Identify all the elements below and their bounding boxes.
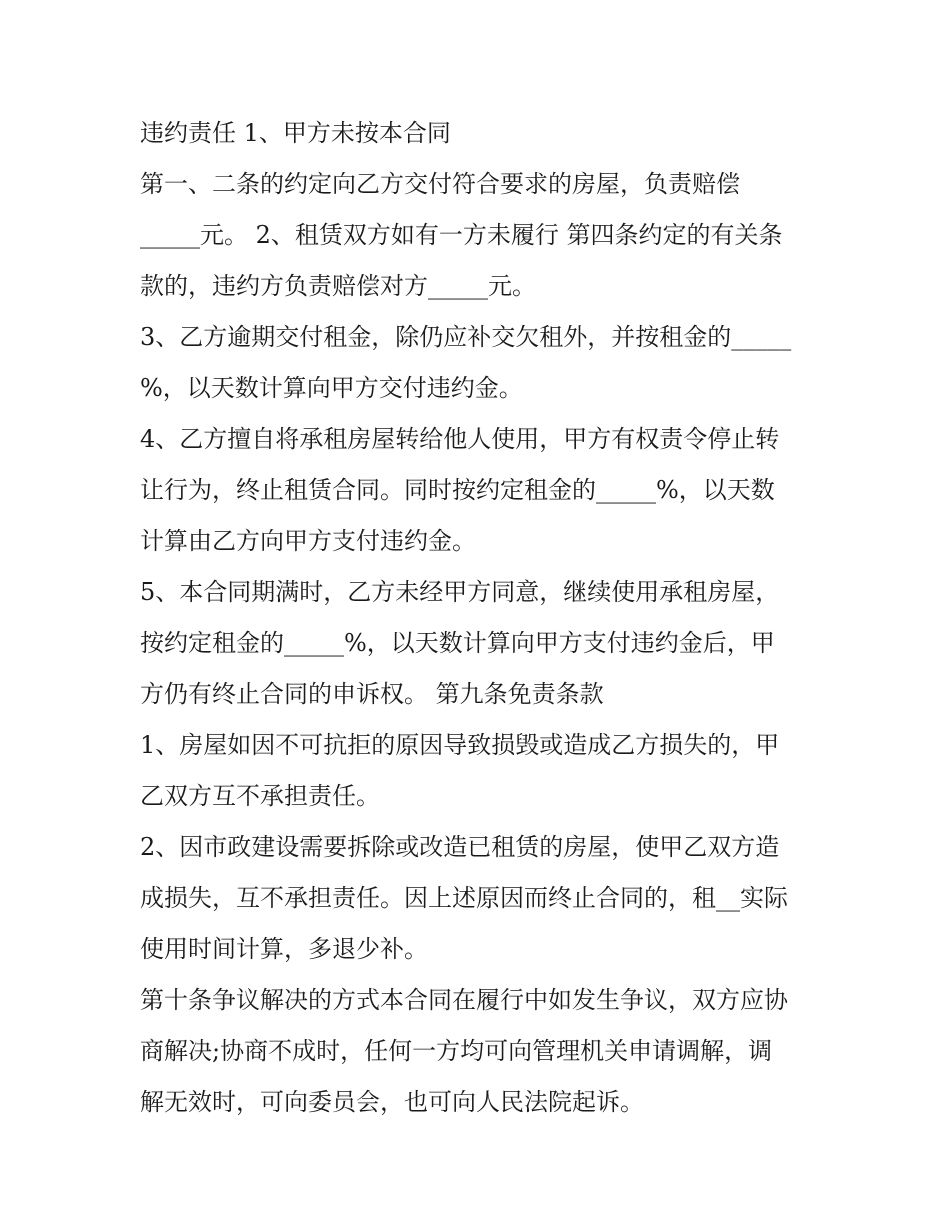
text-line: 方仍有终止合同的申诉权。 第九条免责条款 [140,680,604,708]
text-line: 1、房屋如因不可抗拒的原因导致损毁或造成乙方损失的，甲 [140,731,780,759]
text-line: 款的，违约方负责赔偿对方_____元。 [140,272,536,300]
text-line: %，以天数计算向甲方交付违约金。 [140,374,523,402]
text-line: 解无效时，可向委员会，也可向人民法院起诉。 [140,1088,644,1116]
text-line: 乙双方互不承担责任。 [140,782,380,810]
text-line: 按约定租金的_____%，以天数计算向甲方支付违约金后，甲 [140,629,775,657]
text-line: 成损失，互不承担责任。因上述原因而终止合同的，租__实际 [140,884,788,912]
text-line: 违约责任 1、甲方未按本合同 [140,119,451,147]
text-line: 商解决;协商不成时，任何一方均可向管理机关申请调解，调 [140,1037,773,1065]
text-line: 让行为，终止租赁合同。同时按约定租金的_____%，以天数 [140,476,775,504]
text-line: 第一、二条的约定向乙方交付符合要求的房屋，负责赔偿 [140,170,740,198]
text-line: 第十条争议解决的方式本合同在履行中如发生争议，双方应协 [140,986,788,1014]
text-line: 计算由乙方向甲方支付违约金。 [140,527,476,555]
text-line: _____元。 2、租赁双方如有一方未履行 第四条约定的有关条 [140,221,783,249]
contract-text [140,108,820,1128]
text-line: 4、乙方擅自将承租房屋转给他人使用，甲方有权责令停止转 [140,425,780,453]
text-line: 3、乙方逾期交付租金，除仍应补交欠租外，并按租金的_____ [140,323,792,351]
text-line: 2、因市政建设需要拆除或改造已租赁的房屋，使甲乙双方造 [140,833,780,861]
text-line: 使用时间计算，多退少补。 [140,935,428,963]
text-line: 5、本合同期满时，乙方未经甲方同意，继续使用承租房屋， [140,578,780,606]
